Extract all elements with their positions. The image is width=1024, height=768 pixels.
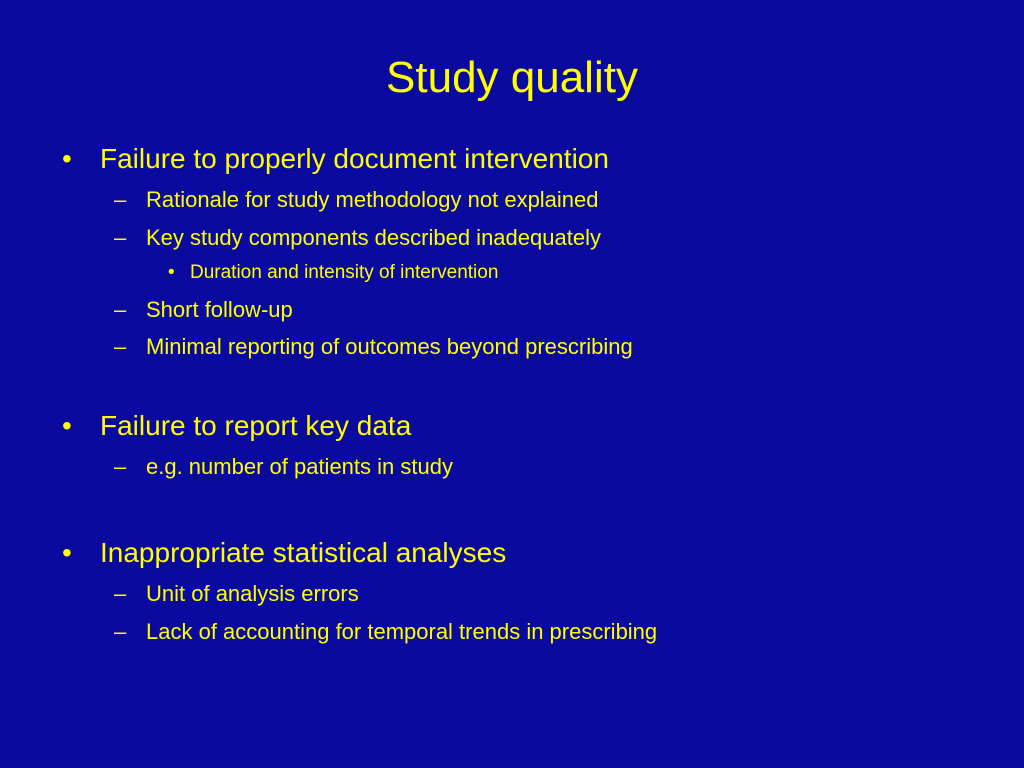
dash-marker: – bbox=[114, 187, 127, 212]
bullet-text: Inappropriate statistical analyses bbox=[100, 537, 507, 568]
sub-item-text: Minimal reporting of outcomes beyond prescribing bbox=[146, 334, 633, 359]
dash-marker: – bbox=[114, 581, 127, 606]
dash-marker: – bbox=[114, 297, 127, 322]
bullet-text: Failure to report key data bbox=[100, 410, 412, 441]
sub-item-text: Rationale for study methodology not explained bbox=[146, 187, 599, 212]
dash-marker: – bbox=[114, 225, 127, 250]
sub-item-text: Short follow-up bbox=[146, 297, 293, 322]
bullet-text: Failure to properly document intervention bbox=[100, 143, 609, 174]
sub-item-text: Key study components described inadequately bbox=[146, 225, 601, 250]
sub-item-text: Lack of accounting for temporal trends in prescribing bbox=[146, 619, 658, 644]
bullet-marker: • bbox=[62, 143, 72, 174]
dash-marker: – bbox=[114, 619, 127, 644]
bullet-marker: • bbox=[62, 537, 72, 568]
bullet-marker: • bbox=[168, 262, 175, 283]
bullet-marker: • bbox=[62, 410, 72, 441]
sub-sub-item-text: Duration and intensity of intervention bbox=[190, 262, 499, 283]
sub-item-text: Unit of analysis errors bbox=[146, 581, 359, 606]
dash-marker: – bbox=[114, 334, 127, 359]
dash-marker: – bbox=[114, 454, 127, 479]
slide-title: Study quality bbox=[386, 53, 638, 102]
sub-item-text: e.g. number of patients in study bbox=[146, 454, 453, 479]
